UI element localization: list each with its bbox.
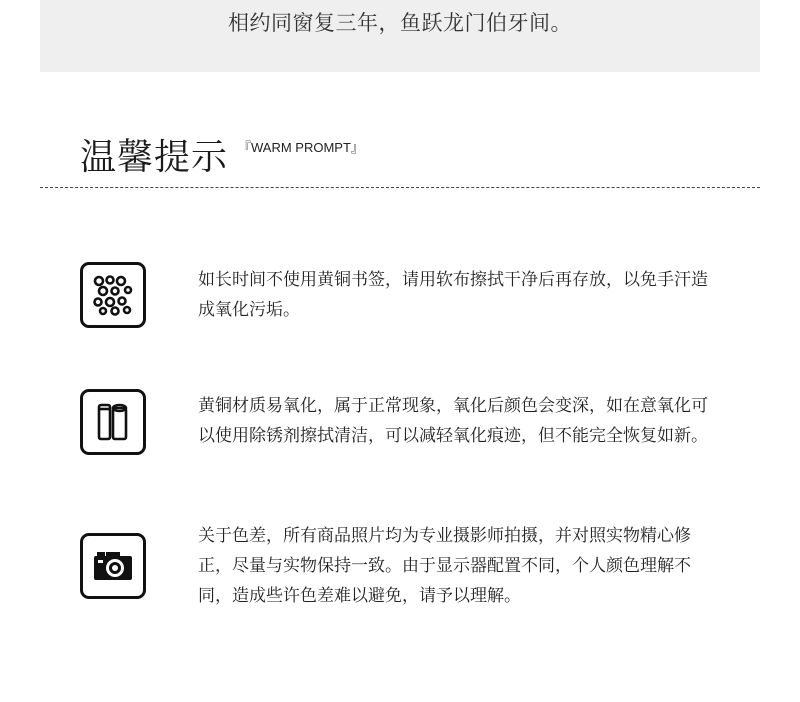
tip-text: 黄铜材质易氧化，属于正常现象，氧化后颜色会变深，如在意氧化可以使用除锈剂擦拭清洁，可以减轻氧化痕迹，但不能完全恢复如新。	[198, 396, 708, 446]
section-title: 温馨提示	[80, 137, 229, 178]
tip-text: 如长时间不使用黄铜书签，请用软布擦拭干净后再存放，以免手汗造成氧化污垢。	[198, 270, 708, 320]
banner-text: 相约同窗复三年，鱼跃龙门伯牙间。	[228, 11, 572, 35]
dashed-divider	[40, 187, 760, 188]
top-banner	[40, 0, 760, 72]
cleaning-roll-icon	[80, 389, 146, 455]
section-subtitle: 『WARM PROMPT』	[238, 140, 364, 155]
tip-text: 关于色差，所有商品照片均为专业摄影师拍摄，并对照实物精心修正，尽量与实物保持一致。由于显示器配置不同，个人颜色理解不同，造成些许色差难以避免，请予以理解。	[198, 526, 691, 606]
oxidation-spots-icon	[80, 262, 146, 328]
camera-icon	[80, 533, 146, 599]
